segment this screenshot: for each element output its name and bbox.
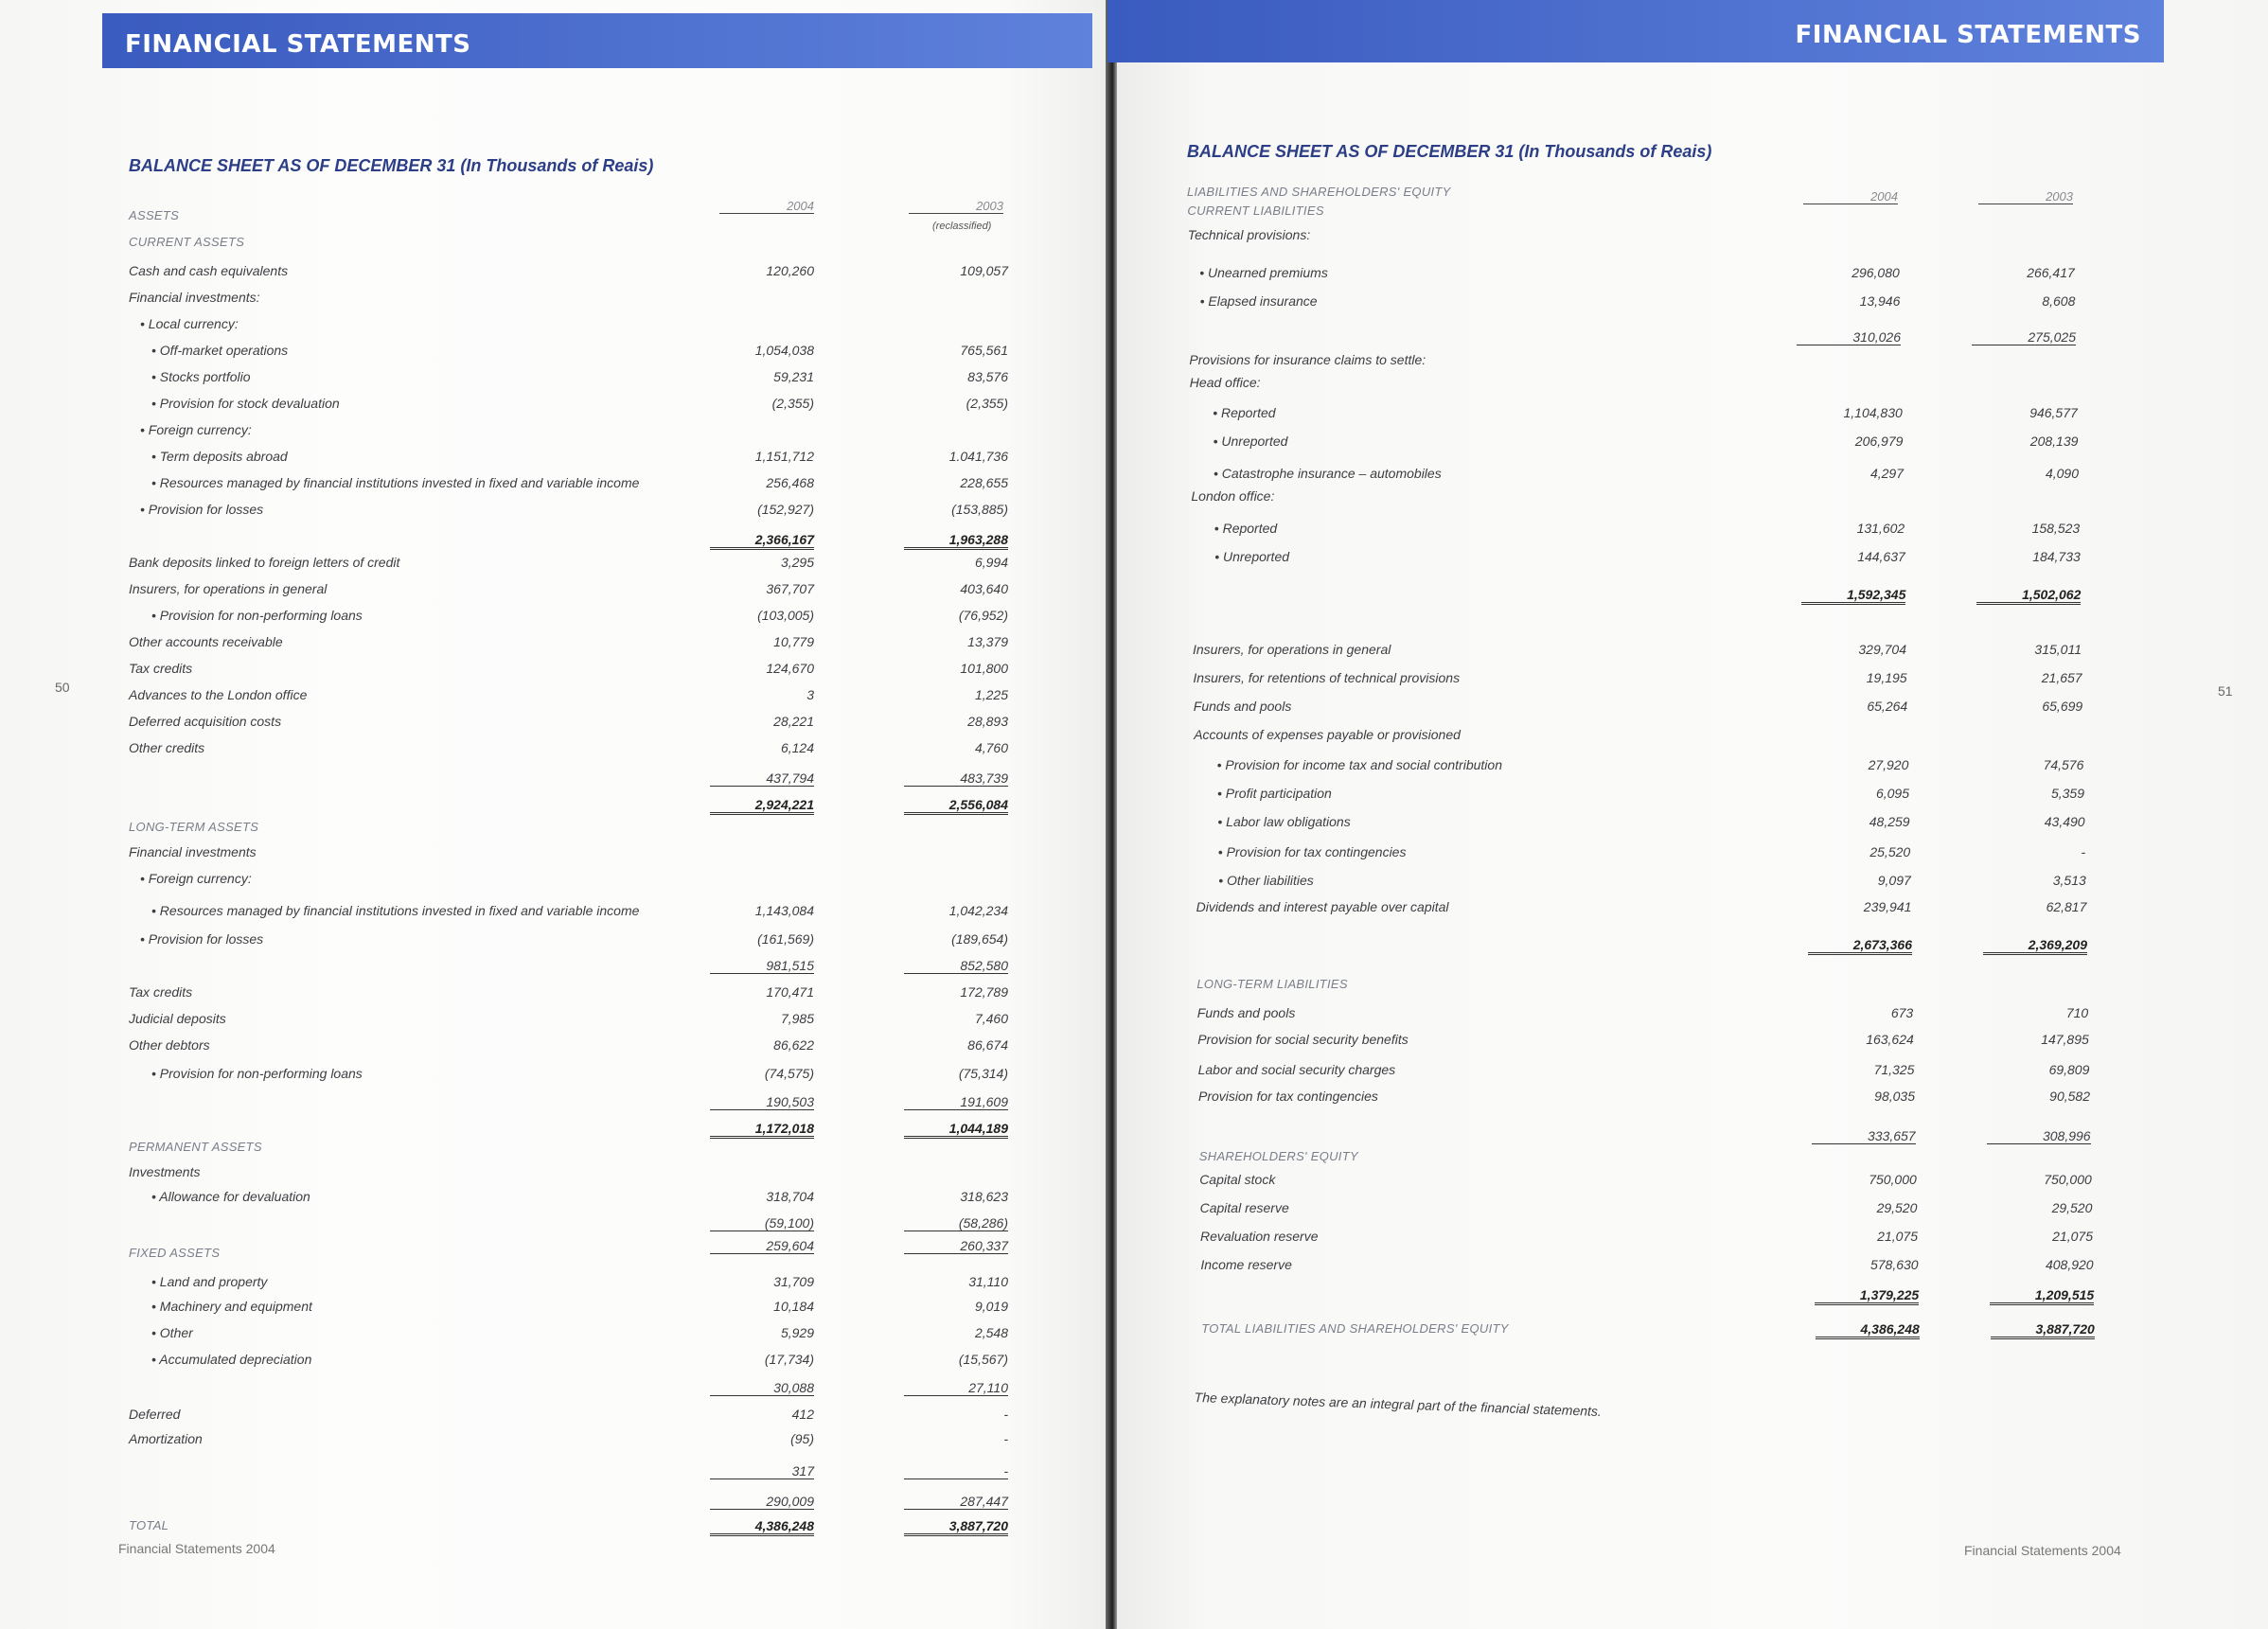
value-2003: 172,789 (960, 984, 1008, 1000)
page-footer: Financial Statements 2004 (1964, 1543, 2121, 1558)
value-2003: 483,739 (904, 770, 1008, 787)
line-item-label: Capital reserve (1199, 1200, 1289, 1215)
section-label: TOTAL (129, 1518, 169, 1532)
value-2003: 852,580 (904, 958, 1008, 974)
value-2004: 170,471 (766, 984, 814, 1000)
line-item-label: Tax credits (129, 984, 193, 1000)
value-2003: (2,355) (966, 396, 1008, 411)
section-label: PERMANENT ASSETS (129, 1140, 262, 1154)
section-label: FIXED ASSETS (129, 1246, 221, 1260)
value-2004: 59,231 (773, 369, 814, 384)
value-2004: 412 (791, 1407, 814, 1422)
value-2004: 163,624 (1866, 1032, 1914, 1047)
value-2003: 13,379 (967, 634, 1008, 649)
value-2004: 6,095 (1875, 786, 1909, 801)
value-2004: 5,929 (780, 1325, 814, 1340)
value-2003: 3,887,720 (1991, 1321, 2095, 1339)
value-2003: 3,887,720 (904, 1518, 1008, 1536)
value-2003: (75,314) (958, 1066, 1008, 1081)
line-item-label: Funds and pools (1193, 699, 1292, 714)
value-2004: 19,195 (1866, 670, 1907, 685)
column-header-2004: 2004 (719, 199, 814, 214)
value-2004: 124,670 (766, 661, 814, 676)
value-2003: 8,608 (2042, 293, 2076, 309)
section-label: LIABILITIES AND SHAREHOLDERS' EQUITY (1187, 185, 1451, 199)
value-2004: 7,985 (780, 1011, 814, 1026)
value-2004: 318,704 (766, 1189, 814, 1204)
line-item-label: Provision for tax contingencies (1198, 1089, 1378, 1104)
value-2003: 83,576 (967, 369, 1008, 384)
value-2004: 65,264 (1867, 699, 1908, 714)
line-item-label: • Off-market operations (151, 343, 289, 358)
line-item-label: • Provision for non-performing loans (151, 608, 363, 623)
value-2003: 315,011 (2034, 642, 2082, 657)
column-header-2003: 2003 (1978, 189, 2073, 204)
line-item-label: Other credits (129, 740, 205, 755)
line-item-label: Income reserve (1200, 1257, 1292, 1272)
value-2004: 310,026 (1797, 329, 1901, 345)
value-2003: - (2081, 844, 2086, 859)
value-2004: 71,325 (1873, 1062, 1915, 1077)
value-2004: (103,005) (757, 608, 814, 623)
value-2003: 1,225 (974, 687, 1008, 702)
value-2004: 27,920 (1868, 757, 1909, 772)
line-item-label: • Resources managed by financial institutions invested in fixed and variable income (151, 475, 640, 490)
line-item-label: • Allowance for devaluation (151, 1189, 310, 1204)
section-label: LONG-TERM ASSETS (129, 820, 259, 834)
line-item-label: Tax credits (129, 661, 193, 676)
line-item-label: • Unreported (1214, 549, 1290, 564)
value-2004: (161,569) (757, 931, 814, 947)
value-2003: (15,567) (958, 1352, 1008, 1367)
line-item-label: Other accounts receivable (129, 634, 283, 649)
value-2003: (76,952) (958, 608, 1008, 623)
value-2003: (153,885) (951, 502, 1008, 517)
value-2003: - (904, 1463, 1008, 1479)
value-2003: 62,817 (2046, 899, 2087, 914)
value-2003: 260,337 (904, 1238, 1008, 1254)
value-2003: 90,582 (2049, 1089, 2090, 1104)
value-2004: (95) (790, 1431, 814, 1446)
line-item-label: • Other liabilities (1218, 873, 1314, 888)
line-item-label: Deferred (129, 1407, 181, 1422)
section-header: FINANCIAL STATEMENTS (1795, 21, 2141, 49)
page-number: 51 (2218, 683, 2233, 699)
line-item-label: Insurers, for operations in general (129, 581, 328, 596)
value-2004: 4,386,248 (710, 1518, 814, 1536)
value-2003: - (1003, 1431, 1008, 1446)
value-2004: 239,941 (1863, 899, 1912, 914)
line-item-label: • Provision for stock devaluation (151, 396, 340, 411)
value-2003: 27,110 (904, 1380, 1008, 1396)
value-2004: 1,172,018 (710, 1121, 814, 1139)
line-item-label: Capital stock (1199, 1172, 1276, 1187)
line-item-label: Dividends and interest payable over capital (1196, 899, 1449, 914)
column-header-2004: 2004 (1803, 189, 1898, 204)
line-item-label: • Resources managed by financial institutions invested in fixed and variable income (151, 903, 640, 918)
value-2004: 2,924,221 (710, 797, 814, 815)
line-item-label: • Other (151, 1325, 193, 1340)
value-2004: 367,707 (766, 581, 814, 596)
line-item-label: • Reported (1213, 405, 1276, 420)
value-2003: 21,075 (2052, 1229, 2093, 1244)
value-2004: 190,503 (710, 1094, 814, 1110)
section-label: ASSETS (129, 208, 180, 222)
line-item-label: Cash and cash equivalents (129, 263, 289, 278)
value-2004: 3,295 (780, 555, 814, 570)
value-2003: 403,640 (960, 581, 1008, 596)
line-item-label: Other debtors (129, 1037, 210, 1053)
value-2004: 25,520 (1869, 844, 1911, 859)
value-2004: 256,468 (766, 475, 814, 490)
value-2003: 266,417 (2027, 265, 2075, 280)
line-item-label: • Elapsed insurance (1199, 293, 1318, 309)
line-item-label: Provisions for insurance claims to settle: (1189, 352, 1426, 367)
value-2003: 147,895 (2041, 1032, 2089, 1047)
line-item-label: Deferred acquisition costs (129, 714, 282, 729)
value-2003: 318,623 (960, 1189, 1008, 1204)
value-2004: 2,673,366 (1808, 937, 1912, 955)
value-2003: 65,699 (2042, 699, 2083, 714)
section-label: LONG-TERM LIABILITIES (1196, 977, 1348, 991)
value-2003: 1,209,515 (1990, 1287, 2094, 1305)
value-2004: 296,080 (1852, 265, 1900, 280)
value-2003: (189,654) (951, 931, 1008, 947)
right-page (1117, 0, 2268, 1629)
line-item-label: • Profit participation (1217, 786, 1332, 801)
value-2003: 6,994 (974, 555, 1008, 570)
value-2003: - (1003, 1407, 1008, 1422)
line-item-label: London office: (1191, 488, 1275, 504)
line-item-label: • Provision for tax contingencies (1217, 844, 1407, 859)
value-2003: 21,657 (2041, 670, 2082, 685)
value-2003: 101,800 (960, 661, 1008, 676)
value-2004: 144,637 (1857, 549, 1905, 564)
value-2004: 578,630 (1869, 1257, 1919, 1272)
line-item-label: • Reported (1214, 521, 1278, 536)
line-item-label: • Machinery and equipment (151, 1299, 312, 1314)
value-2004: 981,515 (710, 958, 814, 974)
line-item-label: • Labor law obligations (1217, 814, 1351, 829)
value-2003: 1.041,736 (948, 449, 1008, 464)
left-page (0, 0, 1106, 1629)
value-2003: 69,809 (2048, 1062, 2090, 1077)
line-item-label: Judicial deposits (129, 1011, 226, 1026)
value-2003: 208,139 (2029, 434, 2079, 449)
line-item-label: • Unearned premiums (1199, 265, 1328, 280)
value-2003: 28,893 (967, 714, 1008, 729)
line-item-label: Technical provisions: (1187, 227, 1311, 242)
line-item-label: • Unreported (1213, 434, 1288, 449)
value-2004: 750,000 (1869, 1172, 1917, 1187)
value-2003: 4,760 (974, 740, 1008, 755)
value-2004: 206,979 (1854, 434, 1904, 449)
line-item-label: • Catastrophe insurance – automobiles (1214, 466, 1442, 481)
value-2004: 1,151,712 (754, 449, 814, 464)
value-2003: 43,490 (2044, 814, 2085, 829)
value-2004: 329,704 (1858, 642, 1906, 657)
value-2003: 158,523 (2031, 521, 2081, 536)
line-item-label: Financial investments (129, 844, 257, 859)
value-2003: 5,359 (2050, 786, 2084, 801)
value-2004: 98,035 (1874, 1089, 1915, 1104)
value-2003: 946,577 (2029, 405, 2078, 420)
value-2004: 317 (710, 1463, 814, 1479)
value-2004: (74,575) (764, 1066, 814, 1081)
value-2004: 31,709 (773, 1274, 814, 1289)
value-2003: 2,369,209 (1983, 937, 2087, 955)
column-header-2003: 2003 (909, 199, 1003, 214)
value-2003: 191,609 (904, 1094, 1008, 1110)
value-2003: 287,447 (904, 1494, 1008, 1510)
value-2004: 259,604 (710, 1238, 814, 1254)
line-item-label: Financial investments: (129, 290, 260, 305)
line-item-label: • Foreign currency: (140, 422, 252, 437)
line-item-label: Insurers, for retentions of technical provisions (1193, 670, 1461, 685)
book-gutter (1106, 0, 1117, 1629)
value-2003: 1,963,288 (904, 532, 1008, 550)
value-2004: 3 (806, 687, 814, 702)
value-2004: 1,592,345 (1801, 587, 1905, 605)
value-2004: 4,297 (1869, 466, 1904, 481)
value-2004: 290,009 (710, 1494, 814, 1510)
value-2003: 2,556,084 (904, 797, 1008, 815)
line-item-label: • Local currency: (140, 316, 239, 331)
value-2004: 131,602 (1856, 521, 1905, 536)
value-2004: (2,355) (771, 396, 814, 411)
value-2004: (17,734) (764, 1352, 814, 1367)
value-2003: 2,548 (974, 1325, 1008, 1340)
value-2004: 1,054,038 (754, 343, 814, 358)
value-2003: 184,733 (2032, 549, 2081, 564)
line-item-label: Labor and social security charges (1197, 1062, 1396, 1077)
value-2003: 9,019 (974, 1299, 1008, 1314)
value-2003: 31,110 (968, 1274, 1008, 1289)
value-2004: 673 (1890, 1005, 1914, 1020)
section-label: SHAREHOLDERS' EQUITY (1198, 1149, 1358, 1163)
line-item-label: Amortization (129, 1431, 203, 1446)
header-band (102, 13, 1092, 68)
value-2004: (59,100) (710, 1215, 814, 1231)
line-item-label: • Accumulated depreciation (151, 1352, 312, 1367)
value-2003: 29,520 (2051, 1200, 2093, 1215)
section-label: TOTAL LIABILITIES AND SHAREHOLDERS' EQUITY (1201, 1321, 1509, 1336)
value-2003: 228,655 (960, 475, 1008, 490)
value-2003: 1,502,062 (1976, 587, 2081, 605)
line-item-label: • Term deposits abroad (151, 449, 288, 464)
value-2004: 333,657 (1812, 1128, 1916, 1144)
line-item-label: Bank deposits linked to foreign letters of credit (129, 555, 400, 570)
value-2004: (152,927) (757, 502, 814, 517)
value-2004: 13,946 (1859, 293, 1901, 309)
value-2004: 10,184 (773, 1299, 814, 1314)
value-2003: 765,561 (960, 343, 1008, 358)
value-2003: 86,674 (967, 1037, 1008, 1053)
value-2004: 1,143,084 (754, 903, 814, 918)
value-2003: 1,042,234 (948, 903, 1008, 918)
value-2003: 1,044,189 (904, 1121, 1008, 1139)
value-2004: 21,075 (1877, 1229, 1918, 1244)
value-2003: 710 (2065, 1005, 2089, 1020)
balance-sheet-title: BALANCE SHEET AS OF DECEMBER 31 (In Thousands of Reais) (129, 156, 654, 175)
value-2004: 1,104,830 (1843, 405, 1903, 420)
value-2004: 48,259 (1869, 814, 1910, 829)
value-2003: 408,920 (2045, 1257, 2094, 1272)
value-2004: 437,794 (710, 770, 814, 787)
line-item-label: Insurers, for operations in general (1193, 642, 1391, 657)
value-2004: 120,260 (766, 263, 814, 278)
value-2003: 3,513 (2052, 873, 2086, 888)
value-2003: 7,460 (974, 1011, 1008, 1026)
line-item-label: Advances to the London office (129, 687, 308, 702)
line-item-label: • Land and property (151, 1274, 268, 1289)
value-2003: 750,000 (2044, 1172, 2092, 1187)
section-label: CURRENT LIABILITIES (1187, 204, 1324, 218)
section-header: FINANCIAL STATEMENTS (125, 30, 471, 59)
value-2004: 2,366,167 (710, 532, 814, 550)
value-2003: 308,996 (1987, 1128, 2091, 1144)
line-item-label: Head office: (1189, 375, 1261, 390)
line-item-label: • Stocks portfolio (151, 369, 251, 384)
section-label: CURRENT ASSETS (129, 235, 245, 249)
value-2004: 86,622 (773, 1037, 814, 1053)
line-item-label: • Provision for losses (140, 931, 264, 947)
explanatory-note: The explanatory notes are an integral part of the financial statements. (1194, 1390, 1603, 1420)
value-2004: 30,088 (710, 1380, 814, 1396)
value-2003: 109,057 (960, 263, 1008, 278)
page-footer: Financial Statements 2004 (118, 1541, 275, 1556)
line-item-label: Provision for social security benefits (1197, 1032, 1409, 1047)
value-2003: 4,090 (2045, 466, 2079, 481)
value-2003: 74,576 (2043, 757, 2084, 772)
page-number: 50 (55, 680, 70, 695)
value-2003: 275,025 (1972, 329, 2076, 345)
value-2004: 4,386,248 (1816, 1321, 1920, 1339)
line-item-label: Accounts of expenses payable or provisioned (1194, 727, 1461, 742)
balance-sheet-title: BALANCE SHEET AS OF DECEMBER 31 (In Thousands of Reais) (1187, 142, 1712, 161)
header-band (1107, 0, 2164, 62)
column-note-reclassified: (reclassified) (932, 221, 992, 232)
line-item-label: • Provision for income tax and social contribution (1216, 757, 1502, 772)
line-item-label: Revaluation reserve (1200, 1229, 1319, 1244)
line-item-label: • Foreign currency: (140, 871, 252, 886)
value-2004: 29,520 (1876, 1200, 1918, 1215)
value-2004: 1,379,225 (1815, 1287, 1919, 1305)
line-item-label: Investments (129, 1164, 201, 1179)
value-2003: (58,286) (904, 1215, 1008, 1231)
value-2004: 10,779 (773, 634, 814, 649)
line-item-label: • Provision for non-performing loans (151, 1066, 363, 1081)
value-2004: 9,097 (1877, 873, 1911, 888)
value-2004: 28,221 (773, 714, 814, 729)
line-item-label: Funds and pools (1196, 1005, 1296, 1020)
value-2004: 6,124 (780, 740, 814, 755)
line-item-label: • Provision for losses (140, 502, 264, 517)
